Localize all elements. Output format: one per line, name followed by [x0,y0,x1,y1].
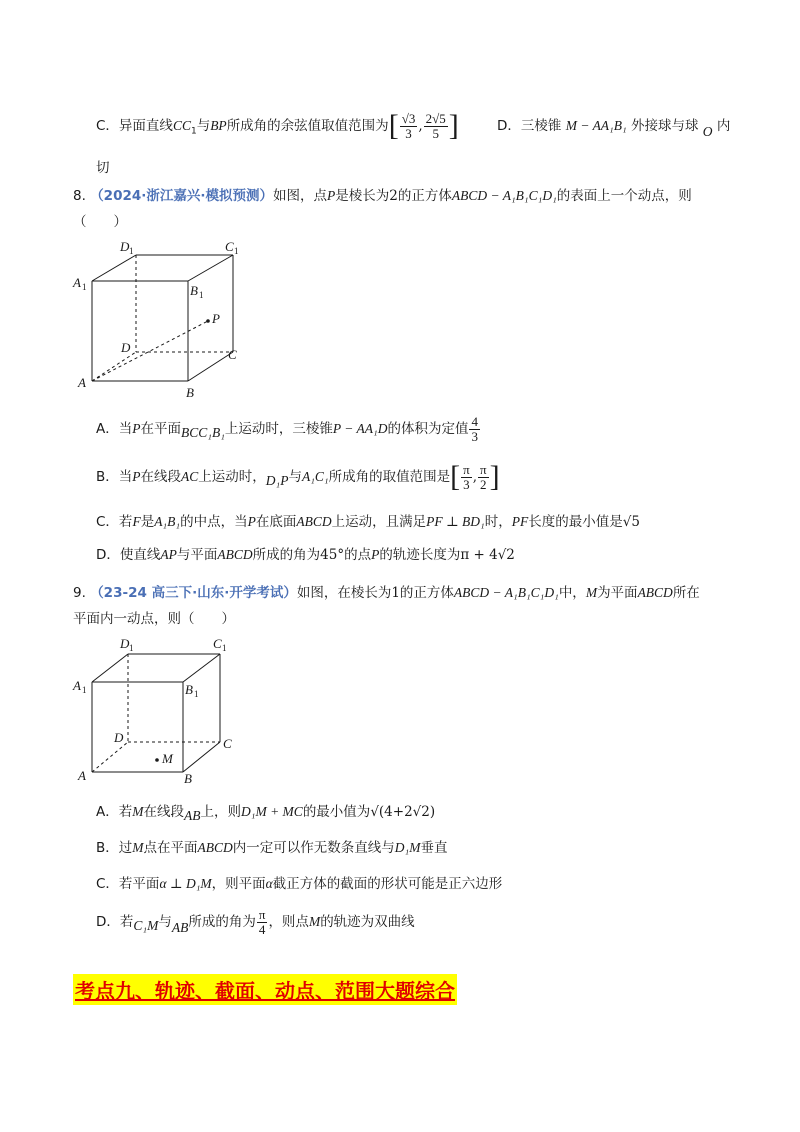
svg-text:1: 1 [194,689,199,699]
point-p [206,319,210,323]
q7-option-d: D．三棱锥 M − AA₁B₁ 外接球与球 O 内 [497,118,731,139]
label-a1: A [73,678,81,693]
label-d: D [121,340,131,355]
q9-cube-figure [70,630,260,790]
label-b: B [184,771,192,786]
svg-text:1: 1 [82,685,87,695]
q9-option-c: C．若平面α ⊥ D₁M，则平面α截正方体的截面的形状可能是正六边形 [96,876,503,892]
label-a: A [78,375,86,390]
point-m [155,758,159,762]
q9-stem: 9. （23-24 高三下·山东·开学考试）如图，在棱长为1的正方体ABCD − A₁B₁C₁D₁中，M为平面ABCD所在 [73,585,700,601]
q9-source: （23-24 高三下·山东·开学考试） [90,585,297,601]
fraction: $\frac{2√5}{5}$ [425,110,446,141]
svg-text:1: 1 [199,290,204,300]
label-d1: D [120,636,130,651]
section-heading: 考点九、轨迹、截面、动点、范围大题综合 [73,974,457,1005]
label-d1: D [120,239,130,254]
fraction: $\frac{\pi}{3}$ [463,461,470,492]
q8-option-c: C．若F是A₁B₁的中点，当P在底面ABCD上运动，且满足PF ⊥ BD₁时，PF长度的最小值是√5 [96,514,640,530]
fraction: $\frac{\pi}{2}$ [480,461,487,492]
label-m: M [162,751,173,766]
label-c1: C [225,239,234,254]
label-b1: B [190,283,198,298]
svg-text:1: 1 [129,246,134,256]
label-c: C [223,736,232,751]
svg-text:1: 1 [129,643,134,653]
q8-cube-figure [70,235,260,405]
label-a: A [78,768,86,783]
label-c1: C [213,636,222,651]
svg-text:1: 1 [234,246,239,256]
q8-paren: （ ） [73,214,127,230]
label-p: P [212,311,220,326]
fraction: $\frac{4}{3}$ [471,413,478,444]
fraction: $\frac{√3}{3}$ [401,110,416,141]
label-c: C [228,347,237,362]
label-d: D [114,730,124,745]
q8-source: （2024·浙江嘉兴·模拟预测） [90,188,274,204]
q9-option-d: D．若C₁M与AB所成的角为 $\frac{\pi}{4}$ ，则点M的轨迹为双曲线 [96,906,415,937]
label-b1: B [185,682,193,697]
q8-option-d: D．使直线AP与平面ABCD所成的角为45°的点P的轨迹长度为π + 4√2 [96,547,515,563]
label-b: B [186,385,194,400]
label-a1: A [73,275,81,290]
q8-option-a: A．当P在平面BCC₁B₁上运动时，三棱锥P − AA₁D的体积为定值 $\frac{4}{3}$ [96,413,478,444]
q9-option-b: B．过M点在平面ABCD内一定可以作无数条直线与D₁M垂直 [96,840,448,856]
q8-stem: 8. （2024·浙江嘉兴·模拟预测）如图，点P是棱长为2的正方体ABCD − A₁B₁C₁D₁的表面上一个动点，则 [73,188,692,204]
q9-stem-line2: 平面内一动点，则（ ） [73,611,235,627]
svg-text:1: 1 [82,282,87,292]
q8-option-b: B．当P在线段AC上运动时，D₁P与A₁C₁所成角的取值范围是[ $\frac{\pi}{3}$ , $\frac{\pi}{2}$ ] [96,460,500,493]
fraction: $\frac{\pi}{4}$ [258,906,266,937]
q7-option-d-cont: 切 [96,160,110,176]
q7-option-c: C．异面直线$CC_1$与BP所成角的余弦值取值范围为[ $\frac{√3}{3}$ , $\frac{2√5}{5}$ ] [96,109,459,142]
q9-option-a: A．若M在线段AB上，则D₁M + MC的最小值为√(4+2√2) [96,804,436,823]
svg-text:1: 1 [222,643,227,653]
